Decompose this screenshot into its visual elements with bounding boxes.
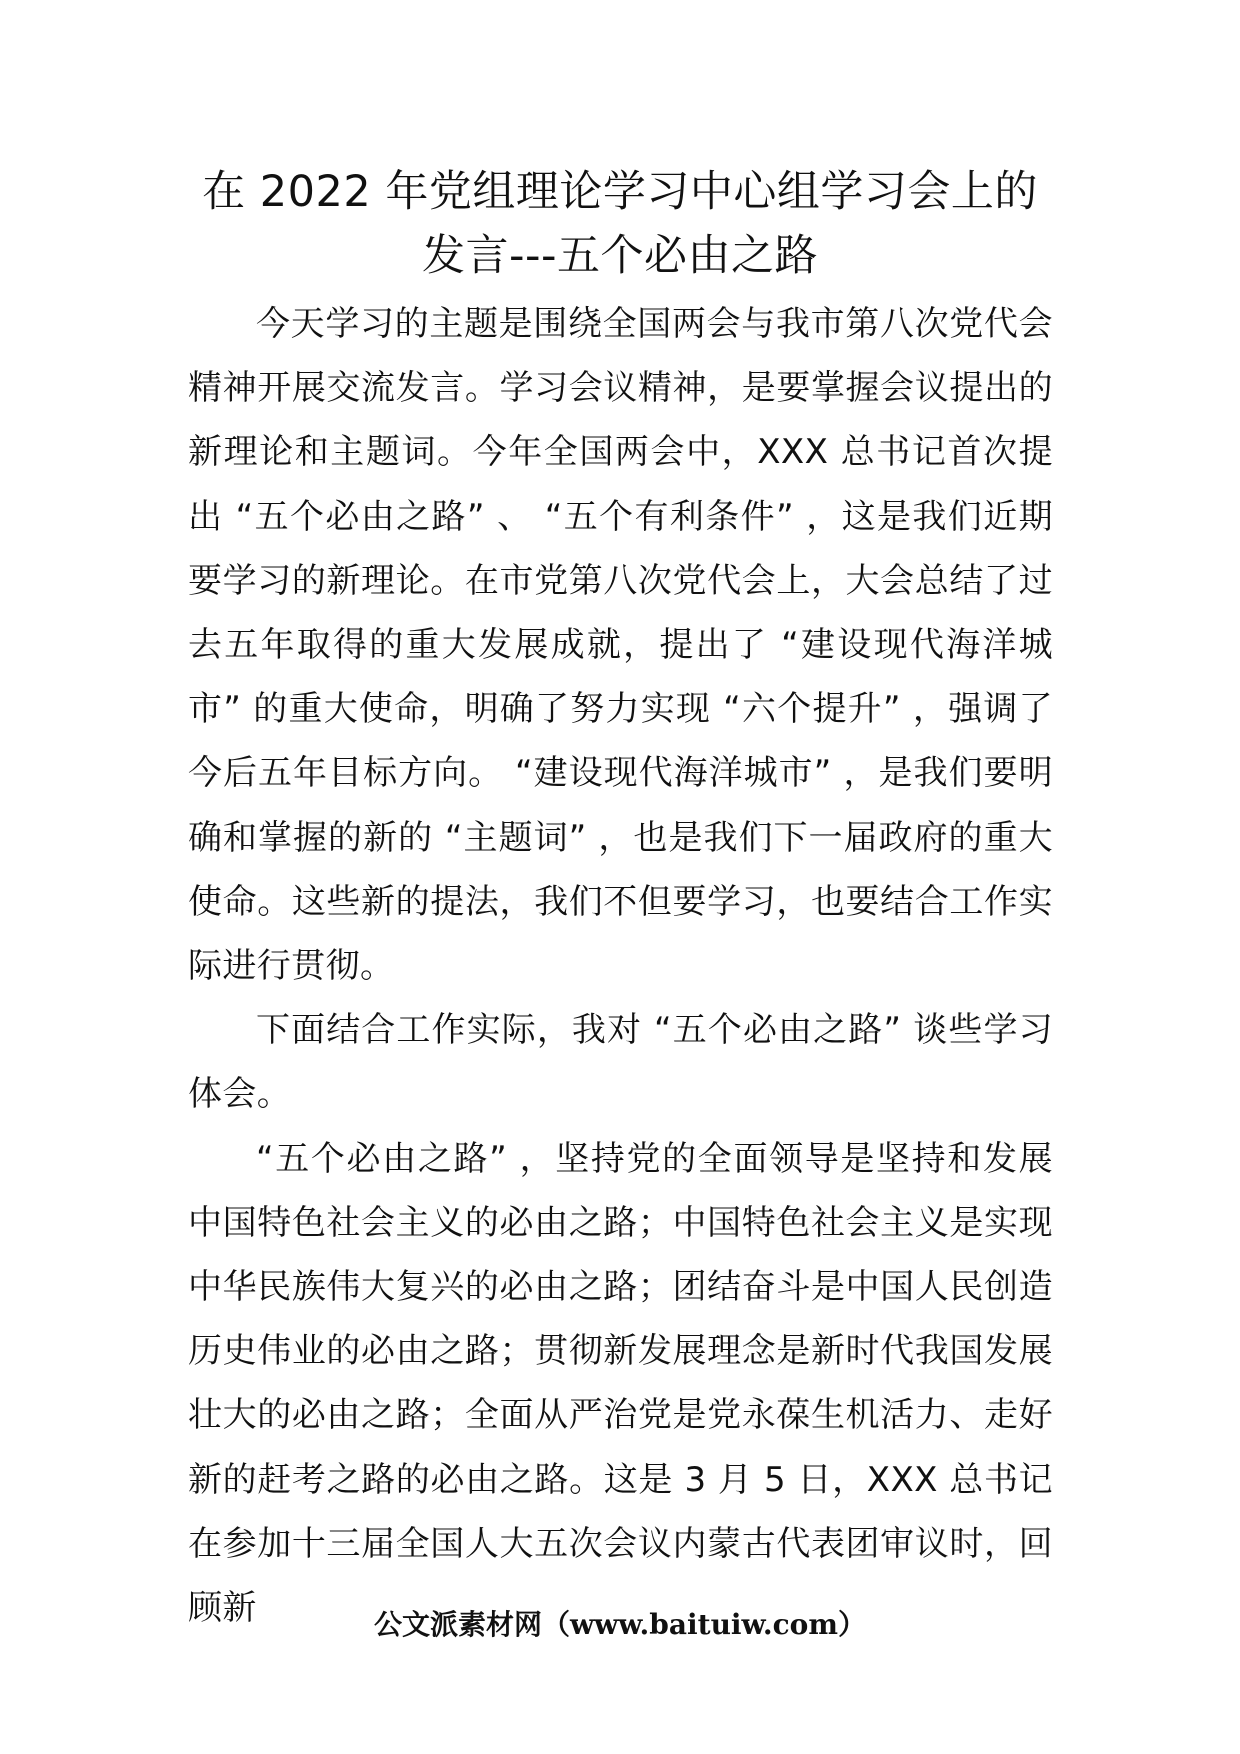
title-line-2: 发言---五个必由之路 xyxy=(421,231,819,281)
document-title xyxy=(150,160,1090,288)
paragraph-1: 今天学习的主题是围绕全国两会与我市第八次党代会精神开展交流发言。学习会议精神，是要掌握会议提出的新理论和主题词。今年全国两会中，XXX 总书记首次提出 “五个必由之路” 、 “五个有利条件” ，这是我们近期要学习的新理论。在市党第八次党代会上，大会总结了过去五年取得的重大发展成就，提出了 “建设现代海洋城市” 的重大使命，明确了努力实现 “六个提升” ，强调了今后五年目标方向。 “建设现代海洋城市” ，是我们要明确和掌握的新的 “主题词” ，也是我们下一届政府的重大使命。这些新的提法，我们不但要学习，也要结合工作实际进行贯彻。 xyxy=(188,304,1053,987)
document-body xyxy=(188,292,1053,1640)
footer-watermark: 公文派素材网（www.baituiw.com） xyxy=(374,1608,866,1641)
paragraph-3: “五个必由之路” ，坚持党的全面领导是坚持和发展中国特色社会主义的必由之路；中国特色社会主义是实现中华民族伟大复兴的必由之路；团结奋斗是中国人民创造历史伟业的必由之路；贯彻新发展理念是新时代我国发展壮大的必由之路；全面从严治党是党永葆生机活力、走好新的赶考之路的必由之路。这是 3 月 5 日，XXX 总书记在参加十三届全国人大五次会议内蒙古代表团审议时，回顾新 xyxy=(188,1138,1053,1629)
title-line-1: 在 2022 年党组理论学习中心组学习会上的 xyxy=(202,167,1038,217)
paragraph-2: 下面结合工作实际，我对 “五个必由之路” 谈些学习体会。 xyxy=(188,1010,1053,1115)
